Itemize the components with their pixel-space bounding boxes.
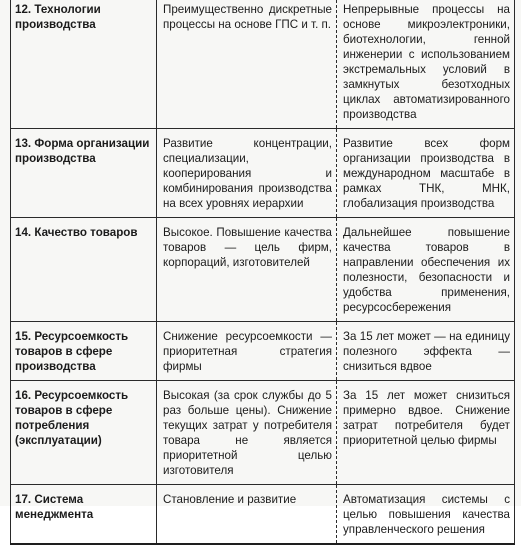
row-title: Ресурсоемкость товаров в сфере потребления (эксплуатации) <box>15 389 129 447</box>
comparison-table <box>10 0 515 545</box>
table-cell-current: Высокое. Повышение качества товаров — цель фирм, корпораций, изготовителей <box>157 218 337 322</box>
table-cell-future: За 15 лет может — на единицу полезного эффекта — снизиться вдвое <box>337 322 515 381</box>
table-cell-current: Снижение ресурсоемкости — приоритетная стратегия фирмы <box>157 322 337 381</box>
row-title: Технологии производства <box>15 3 101 31</box>
table-cell-future: Непрерывные процессы на основе микроэлектроники, биотехнологии, генной инженерии с использованием экстремальных условий в замкнутых безотходных циклах автоматизированного производства <box>337 0 515 129</box>
table-cell-current: Развитие концентрации, специализации, кооперирования и комбинирования производства на всех уровнях иерархии <box>157 129 337 218</box>
row-label <box>11 485 157 545</box>
row-label <box>11 129 157 218</box>
row-title: Система менеджмента <box>15 493 94 521</box>
row-label <box>11 0 157 129</box>
table-row <box>11 485 515 545</box>
table-cell-future: Развитие всех форм организации производства в международном масштабе в рамках ТНК, МНК, глобализация производства <box>337 129 515 218</box>
table-cell-future: Автоматизация системы с целью повышения качества управленческого решения <box>337 485 515 545</box>
row-number: 16. <box>15 389 32 402</box>
row-number: 17. <box>15 493 32 506</box>
table-cell-current: Преимущественно дискретные процессы на основе ГПС и т. п. <box>157 0 337 129</box>
table-cell-future: За 15 лет может снизиться примерно вдвое. Снижение затрат потребителя будет приоритетной целью фирмы <box>337 381 515 485</box>
table-row <box>11 129 515 218</box>
table-cell-current: Становление и развитие <box>157 485 337 545</box>
row-number: 13. <box>15 137 32 150</box>
row-number: 12. <box>15 3 32 16</box>
table-row <box>11 381 515 485</box>
table-row <box>11 0 515 129</box>
row-label <box>11 322 157 381</box>
table-cell-future: Дальнейшее повышение качества товаров в направлении обеспечения их полезности, безопасности и удобства применения, ресурсосбережения <box>337 218 515 322</box>
table-cell-current: Высокая (за срок службы до 5 раз больше цены). Снижение текущих затрат у потребителя товара не является приоритетной целью изготовителя <box>157 381 337 485</box>
row-number: 14. <box>15 226 32 239</box>
row-title: Ресурсоемкость товаров в сфере производства <box>15 330 129 373</box>
row-label <box>11 218 157 322</box>
row-title: Форма организации производства <box>15 137 150 165</box>
table-row <box>11 218 515 322</box>
table-row <box>11 322 515 381</box>
row-title: Качество товаров <box>34 226 138 239</box>
row-number: 15. <box>15 330 32 343</box>
row-label <box>11 381 157 485</box>
